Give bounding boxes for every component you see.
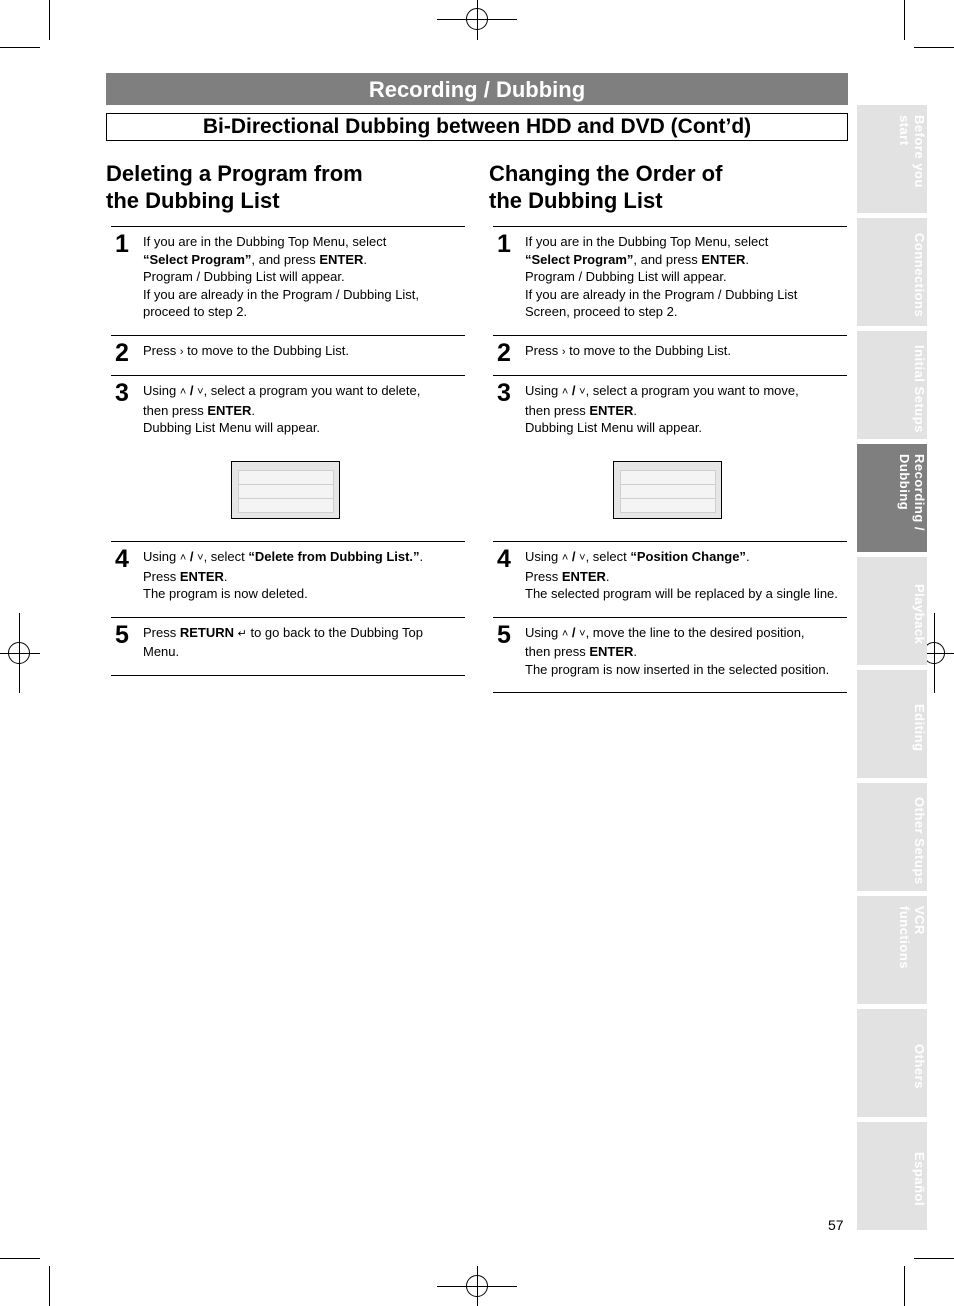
- screen-row: [620, 498, 716, 513]
- page-number: 57: [828, 1217, 844, 1233]
- step-3: 3 Using ˄ / ˅, select a program you want to delete, then press ENTER. Dubbing List Menu will appear.: [111, 376, 465, 542]
- down-arrow-icon: ˅: [579, 552, 586, 564]
- crop-mark: [0, 1258, 40, 1259]
- section-title: Changing the Order of the Dubbing List: [489, 161, 723, 213]
- dubbing-list-screen-illustration: [613, 461, 722, 519]
- steps-list: [111, 226, 465, 676]
- crop-mark: [904, 1266, 905, 1306]
- dubbing-list-screen-illustration: [231, 461, 340, 519]
- up-arrow-icon: ˄: [561, 552, 569, 564]
- right-arrow-icon: ›: [179, 345, 184, 358]
- tab-editing[interactable]: Editing: [857, 670, 927, 778]
- tab-espanol[interactable]: Español: [857, 1122, 927, 1230]
- crop-mark: [49, 0, 50, 40]
- steps-list: [493, 226, 847, 693]
- step-3: 3 Using ˄ / ˅, select a program you want to move, then press ENTER. Dubbing List Menu will appear.: [493, 376, 847, 542]
- screen-row: [238, 498, 334, 513]
- step-number: 2: [115, 338, 129, 367]
- step-number: 3: [115, 379, 129, 407]
- tab-before-you-start[interactable]: Before you start: [857, 105, 927, 213]
- up-arrow-icon: ˄: [561, 386, 569, 398]
- down-arrow-icon: ˅: [579, 386, 586, 398]
- screen-row: [238, 470, 334, 485]
- return-icon: ↵: [237, 627, 247, 640]
- crop-mark: [914, 1258, 954, 1259]
- section-header: Recording / Dubbing: [106, 73, 848, 105]
- step-4: 4 Using ˄ / ˅, select “Position Change”. Press ENTER. The selected program will be replaced by a single line.: [493, 542, 847, 618]
- step-1: 1 If you are in the Dubbing Top Menu, select “Select Program”, and press ENTER. Program / Dubbing List will appear. If you are already in the Program / Dubbing List Screen, proceed to step 2.: [493, 227, 847, 336]
- step-5: 5 Using ˄ / ˅, move the line to the desired position, then press ENTER. The program is now inserted in the selected position.: [493, 618, 847, 694]
- tab-connections[interactable]: Connections: [857, 218, 927, 326]
- step-number: 5: [497, 620, 511, 649]
- tab-recording-dubbing[interactable]: Recording / Dubbing: [857, 444, 927, 552]
- down-arrow-icon: ˅: [197, 386, 204, 398]
- crop-mark: [49, 1266, 50, 1306]
- change-order-section: [489, 160, 847, 693]
- section-title: Deleting a Program from the Dubbing List: [106, 161, 363, 213]
- step-2: 2 Press › to move to the Dubbing List.: [493, 336, 847, 377]
- step-4: 4 Using ˄ / ˅, select “Delete from Dubbing List.”. Press ENTER. The program is now deleted.: [111, 542, 465, 618]
- step-number: 1: [497, 230, 511, 258]
- down-arrow-icon: ˅: [197, 552, 204, 564]
- step-number: 2: [497, 338, 511, 367]
- up-arrow-icon: ˄: [179, 386, 187, 398]
- screen-row: [238, 484, 334, 499]
- step-number: 5: [115, 620, 129, 649]
- registration-mark: [466, 1275, 488, 1297]
- registration-mark: [466, 8, 488, 30]
- right-arrow-icon: ›: [561, 345, 566, 358]
- step-number: 4: [115, 545, 129, 573]
- step-2: 2 Press › to move to the Dubbing List.: [111, 336, 465, 377]
- tab-initial-setups[interactable]: Initial Setups: [857, 331, 927, 439]
- crop-mark: [0, 47, 40, 48]
- up-arrow-icon: ˄: [561, 627, 569, 640]
- delete-program-section: [106, 160, 464, 676]
- tab-others[interactable]: Others: [857, 1009, 927, 1117]
- crop-mark: [904, 0, 905, 40]
- page-subtitle: Bi-Directional Dubbing between HDD and DVD (Cont’d): [106, 113, 848, 141]
- step-5: 5 Press RETURN ↵ to go back to the Dubbing Top Menu.: [111, 618, 465, 676]
- tab-other-setups[interactable]: Other Setups: [857, 783, 927, 891]
- step-number: 1: [115, 230, 129, 258]
- step-1: 1 If you are in the Dubbing Top Menu, select “Select Program”, and press ENTER. Program / Dubbing List will appear. If you are already in the Program / Dubbing List, proceed to step 2.: [111, 227, 465, 336]
- step-number: 3: [497, 379, 511, 407]
- step-number: 4: [497, 545, 511, 573]
- registration-mark: [8, 642, 30, 664]
- tab-playback[interactable]: Playback: [857, 557, 927, 665]
- down-arrow-icon: ˅: [579, 627, 586, 640]
- crop-mark: [914, 47, 954, 48]
- tab-vcr-functions[interactable]: VCR functions: [857, 896, 927, 1004]
- screen-row: [620, 484, 716, 499]
- up-arrow-icon: ˄: [179, 552, 187, 564]
- screen-row: [620, 470, 716, 485]
